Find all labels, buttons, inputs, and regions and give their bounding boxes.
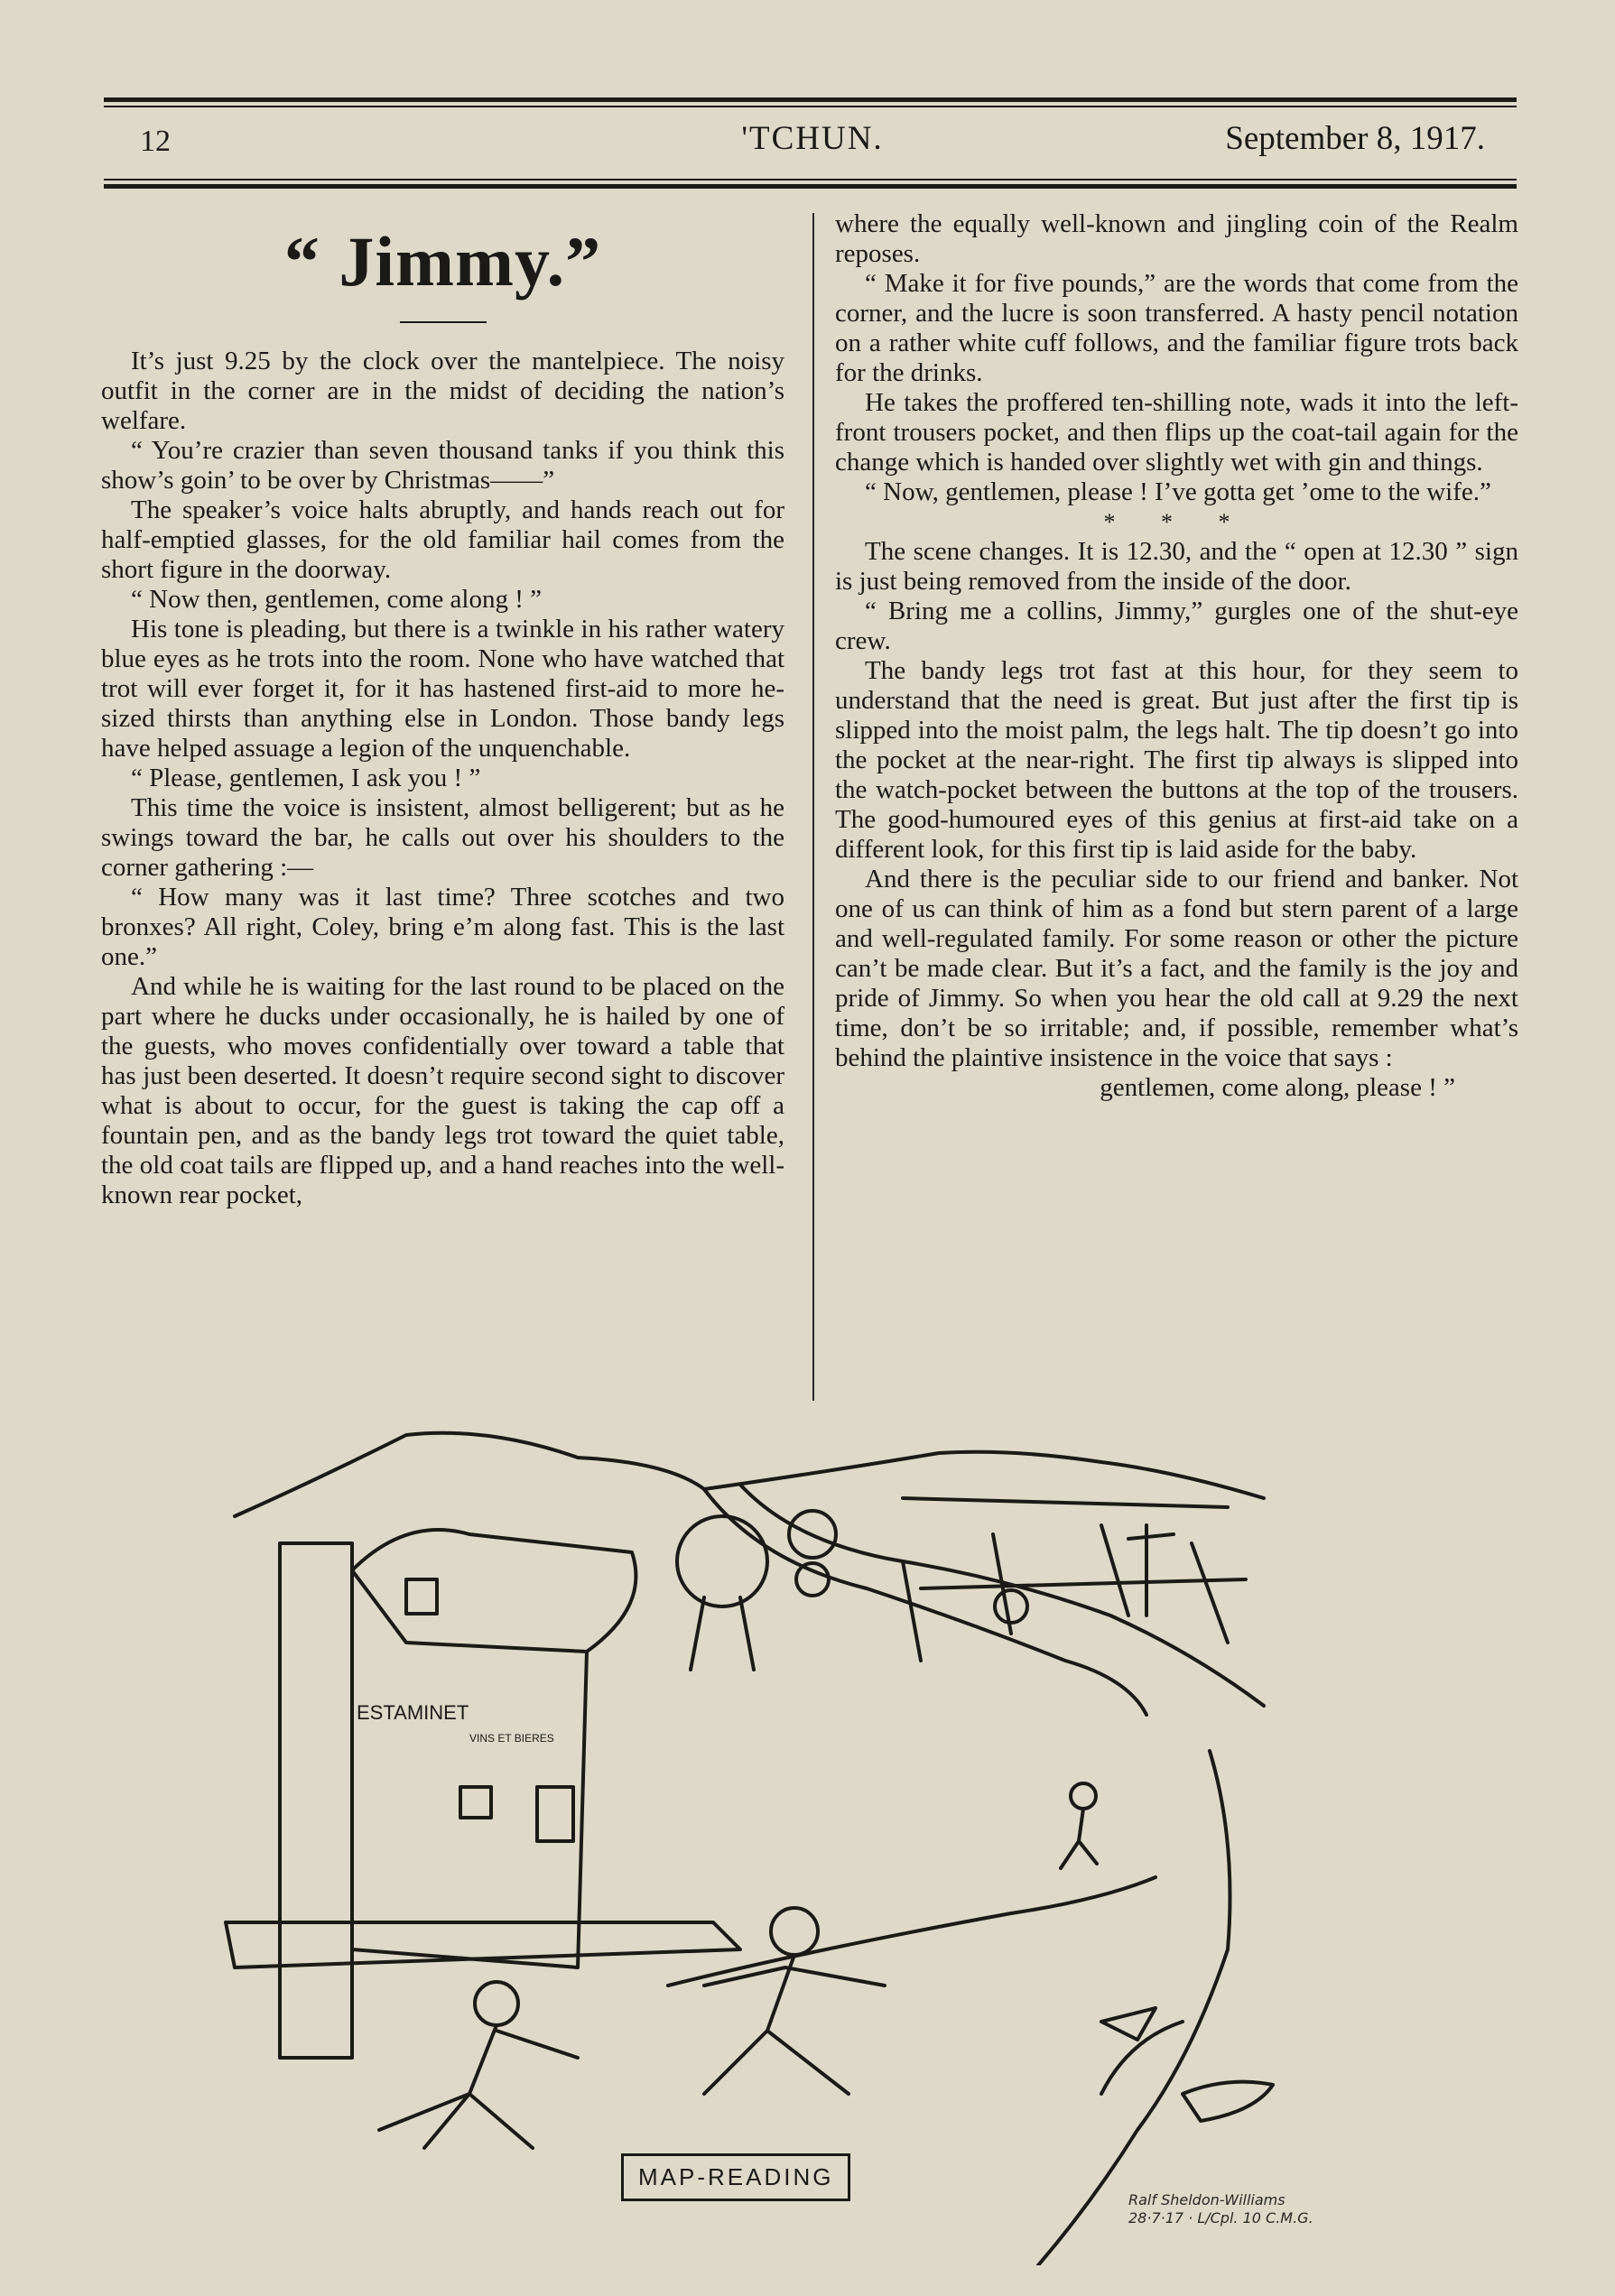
window bbox=[460, 1787, 491, 1818]
article-right-column bbox=[835, 209, 1518, 1103]
roof bbox=[352, 1530, 636, 1652]
map-reading-illustration bbox=[199, 1408, 1480, 2265]
path-lower bbox=[668, 1877, 1156, 1986]
article-title: “ Jimmy.” bbox=[283, 222, 602, 301]
header-rule-thick bbox=[104, 184, 1517, 189]
section-break: * * * bbox=[1103, 509, 1250, 535]
distant-figure-body bbox=[1061, 1809, 1097, 1868]
hill-line bbox=[235, 1433, 704, 1516]
river-bank bbox=[1038, 1751, 1230, 2265]
road-upper bbox=[704, 1489, 1146, 1715]
paragraph: And there is the peculiar side to our friend and banker. Not one of us can think of him as a fond but stern parent of a large and well-regulated family. For some reason or other the picture can’t be made clear. But it’s a fact, and the family is the joy and pride of Jimmy. So when you hear the old call at 9.29 the next time, don’t be so irritable; and, if possible, remember what’s behind the plaintive insistence in the voice that says : bbox=[835, 865, 1518, 1072]
top-rule-thin bbox=[104, 106, 1517, 107]
door bbox=[537, 1787, 573, 1841]
artist-signature bbox=[1128, 2191, 1313, 2227]
paragraph: The scene changes. It is 12.30, and the “ open at 12.30 ” sign is just being removed from the inside of the door. bbox=[835, 537, 1518, 596]
debris bbox=[1183, 2082, 1273, 2121]
soldier-body bbox=[379, 2025, 578, 2148]
paragraph-continuation: where the equally well-known and jingling coin of the Realm reposes. bbox=[835, 209, 1518, 268]
paragraph: He takes the proffered ten-shilling note, wads it into the left-front trousers pocket, and then flips up the coat-tail again for the change which is handed over slightly wet with gin and things. bbox=[835, 388, 1518, 477]
field-lines-2 bbox=[903, 1498, 1246, 1588]
paragraph: “ You’re crazier than seven thousand tanks if you think this show’s goin’ to be over by Christmas——” bbox=[101, 436, 784, 495]
page-header bbox=[140, 119, 1485, 170]
wall bbox=[280, 1543, 352, 2058]
title-rule bbox=[400, 321, 487, 323]
distant-figure bbox=[1071, 1783, 1096, 1809]
soldier-head bbox=[475, 1982, 518, 2025]
soldier-body bbox=[704, 1955, 885, 2094]
debris bbox=[1101, 2008, 1156, 2040]
paragraph: The speaker’s voice halts abruptly, and hands reach out for half-emptied glasses, for the old familiar hail comes from the short figure in the doorway. bbox=[101, 495, 784, 584]
closing-line: gentlemen, come along, please ! ” bbox=[1100, 1073, 1455, 1102]
paragraph: “ Make it for five pounds,” are the words that come from the corner, and the lucre is soon transferred. A hasty pencil notation on a rather white cuff follows, and the familiar figure trots back for the drinks. bbox=[835, 269, 1518, 387]
paragraph: “ How many was it last time? Three scotches and two bronxes? All right, Coley, bring e’m along fast. This is the last one.” bbox=[101, 883, 784, 971]
signpost bbox=[1128, 1525, 1174, 1616]
issue-date: September 8, 1917. bbox=[1225, 120, 1485, 157]
paragraph: His tone is pleading, but there is a twinkle in his rather watery blue eyes as he trots into the room. None who have watched that trot will ever forget it, for it has hastened first-aid to more he-sized thirsts than anything else in London. Those bandy legs have helped assuage a legion of the unquenchable. bbox=[101, 615, 784, 763]
masthead: 'TCHUN. bbox=[741, 120, 884, 157]
paragraph: This time the voice is insistent, almost belligerent; but as he swings toward the bar, he calls out over his shoulders to the corner gathering :— bbox=[101, 793, 784, 882]
ridge-line bbox=[704, 1452, 1264, 1498]
paragraph: And while he is waiting for the last round to be placed on the part where he ducks under occasionally, he is hailed by one of the guests, who moves confidentially over toward a table that has just been deserted. It doesn’t require second sight to discover what is about to occur, for the guest is taking the cap off a fountain pen, and as the bandy legs trot toward the quiet table, the old coat tails are flipped up, and a hand reaches into the well-known rear pocket, bbox=[101, 972, 784, 1209]
house-front bbox=[352, 1643, 587, 1967]
paragraph: “ Please, gentlemen, I ask you ! ” bbox=[131, 764, 481, 792]
illustration-caption: MAP-READING bbox=[621, 2153, 850, 2201]
signature-name: Ralf Sheldon-Williams bbox=[1128, 2191, 1286, 2208]
paragraph: “ Now then, gentlemen, come along ! ” bbox=[131, 585, 542, 614]
tree bbox=[995, 1590, 1027, 1623]
signature-date: 28·7·17 · L/Cpl. 10 C.M.G. bbox=[1128, 2209, 1313, 2227]
tree bbox=[796, 1563, 829, 1596]
soldier-head bbox=[771, 1908, 818, 1955]
page-number: 12 bbox=[140, 125, 171, 158]
big-tree bbox=[677, 1516, 767, 1606]
paragraph: “ Now, gentlemen, please ! I’ve gotta get ’ome to the wife.” bbox=[865, 477, 1491, 506]
top-rule-thick bbox=[104, 97, 1517, 102]
article-left-column bbox=[101, 209, 784, 1210]
sign-vins: VINS ET BIERES bbox=[469, 1732, 554, 1745]
window bbox=[406, 1579, 437, 1614]
paragraph: It’s just 9.25 by the clock over the mantelpiece. The noisy outfit in the corner are in the midst of deciding the nation’s welfare. bbox=[101, 347, 784, 435]
sign-estaminet: ESTAMINET bbox=[357, 1701, 469, 1724]
paragraph: “ Bring me a collins, Jimmy,” gurgles one of the shut-eye crew. bbox=[835, 597, 1518, 655]
field-lines bbox=[903, 1525, 1228, 1661]
header-rule-thin bbox=[104, 179, 1517, 181]
paragraph: The bandy legs trot fast at this hour, for they seem to understand that the need is great. But just after the first tip is slipped into the moist palm, the legs halt. The tip doesn’t go into the pocket at the near-right. The first tip always is slipped into the watch-pocket between the buttons at the top of the trousers. The good-humoured eyes of this genius at first-aid take on a different look, for this first tip is laid aside for the baby. bbox=[835, 656, 1518, 864]
column-divider bbox=[812, 213, 814, 1401]
